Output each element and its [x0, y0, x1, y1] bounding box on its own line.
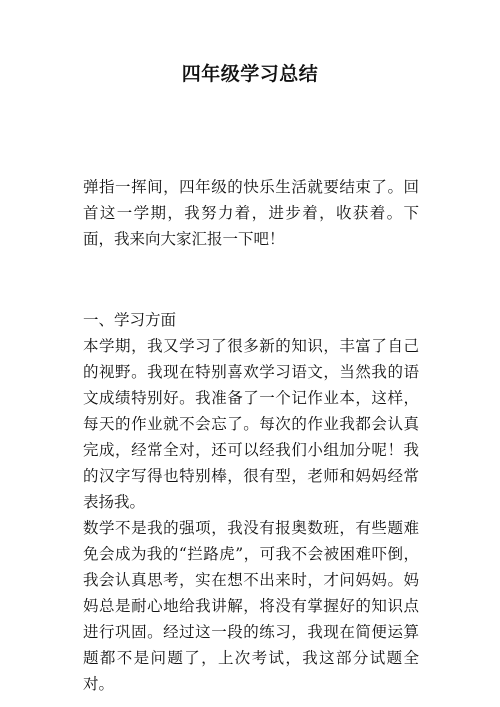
section-heading: 一、学习方面 [83, 311, 177, 329]
section-study [83, 307, 419, 697]
intro-block [83, 174, 419, 252]
paragraph-chinese: 本学期，我又学习了很多新的知识，丰富了自己的视野。我现在特别喜欢学习语文，当然我的语文成绩特别好。我准备了一个记作业本，这样，每天的作业就不会忘了。每次的作业我都会认真完成，经常全对，还可以经我们小组加分呢！我的汉字写得也特别棒，很有型，老师和妈妈经常表扬我。 [83, 337, 419, 511]
paragraph-math: 数学不是我的强项，我没有报奥数班，有些题难免会成为我的“拦路虎”，可我不会被困难吓倒，我会认真思考，实在想不出来时，才问妈妈。妈妈总是耐心地给我讲解，将没有掌握好的知识点进行巩固。经过这一段的练习，我现在简便运算题都不是问题了，上次考试，我这部分试题全对。 [83, 519, 419, 693]
document-title: 四年级学习总结 [181, 63, 319, 85]
intro-paragraph: 弹指一挥间，四年级的快乐生活就要结束了。回首这一学期，我努力着，进步着，收获着。下面，我来向大家汇报一下吧！ [83, 178, 419, 248]
